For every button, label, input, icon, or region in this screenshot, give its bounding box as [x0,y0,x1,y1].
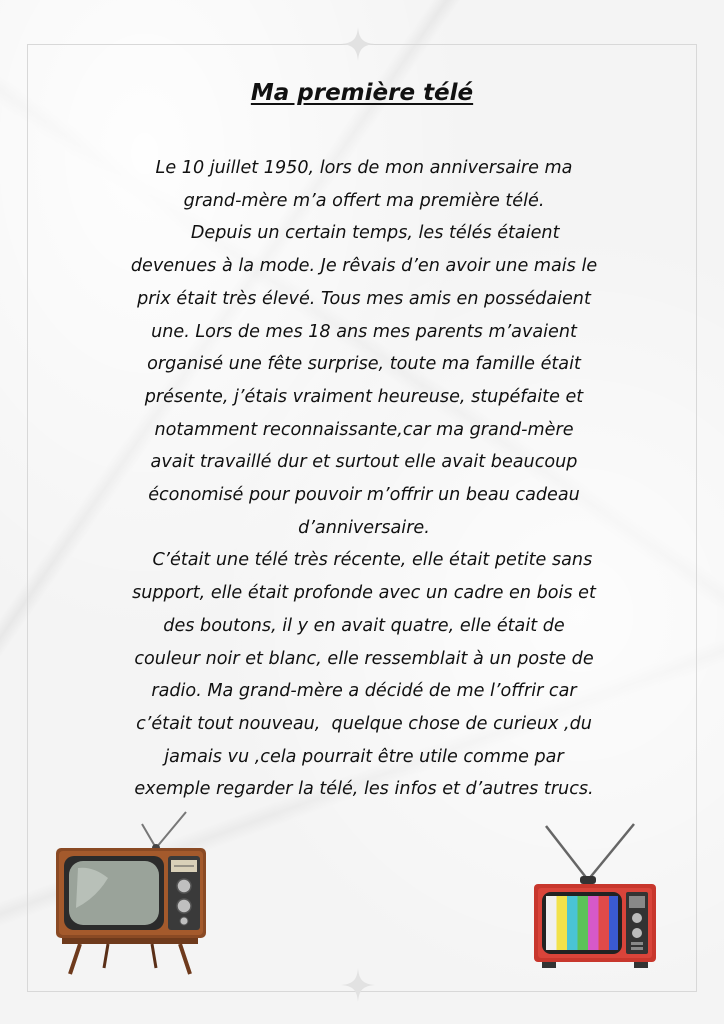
story-line: une. Lors de mes 18 ans mes parents m’avaient [151,321,577,342]
story-line: économisé pour pouvoir m’offrir un beau cadeau [148,485,580,506]
story-line: Depuis un certain temps, les télés étaient [168,223,560,244]
story-line: organisé une fête surprise, toute ma famille était [147,354,581,375]
sparkle-top-icon [341,27,375,61]
story-line: avait travaillé dur et surtout elle avait beaucoup [150,452,578,473]
story-line: exemple regarder la télé, les infos et d’autres trucs. [134,779,594,800]
story-line: d’anniversaire. [298,517,430,538]
red-color-bars-tv-icon [528,818,662,974]
story-line: radio. Ma grand-mère a décidé de me l’offrir car [151,681,577,702]
story-line: devenues à la mode. Je rêvais d’en avoir une mais le [130,256,598,277]
story-line: C’était une télé très récente, elle était petite sans [135,550,593,571]
story-line: notamment reconnaissante,car ma grand-mère [154,419,574,440]
page-title: Ma première télé [250,80,474,106]
story-line: c’était tout nouveau, quelque chose de curieux ,du [136,713,592,734]
story-line: présente, j’étais vraiment heureuse, stupéfaite et [144,386,584,407]
sparkle-bottom-icon [341,968,375,1002]
vintage-wooden-tv-icon [48,808,208,978]
story-line: prix était très élevé. Tous mes amis en possédaient [137,288,591,309]
story-line: couleur noir et blanc, elle ressemblait à un poste de [134,648,594,669]
story-line: jamais vu ,cela pourrait être utile comme par [164,746,564,767]
story-line: des boutons, il y en avait quatre, elle était de [163,615,565,636]
story-line: support, elle était profonde avec un cadre en bois et [132,583,596,604]
story-text [84,152,644,806]
story-line: grand-mère m’a offert ma première télé. [183,190,545,211]
story-line: Le 10 juillet 1950, lors de mon anniversaire ma [155,158,573,178]
